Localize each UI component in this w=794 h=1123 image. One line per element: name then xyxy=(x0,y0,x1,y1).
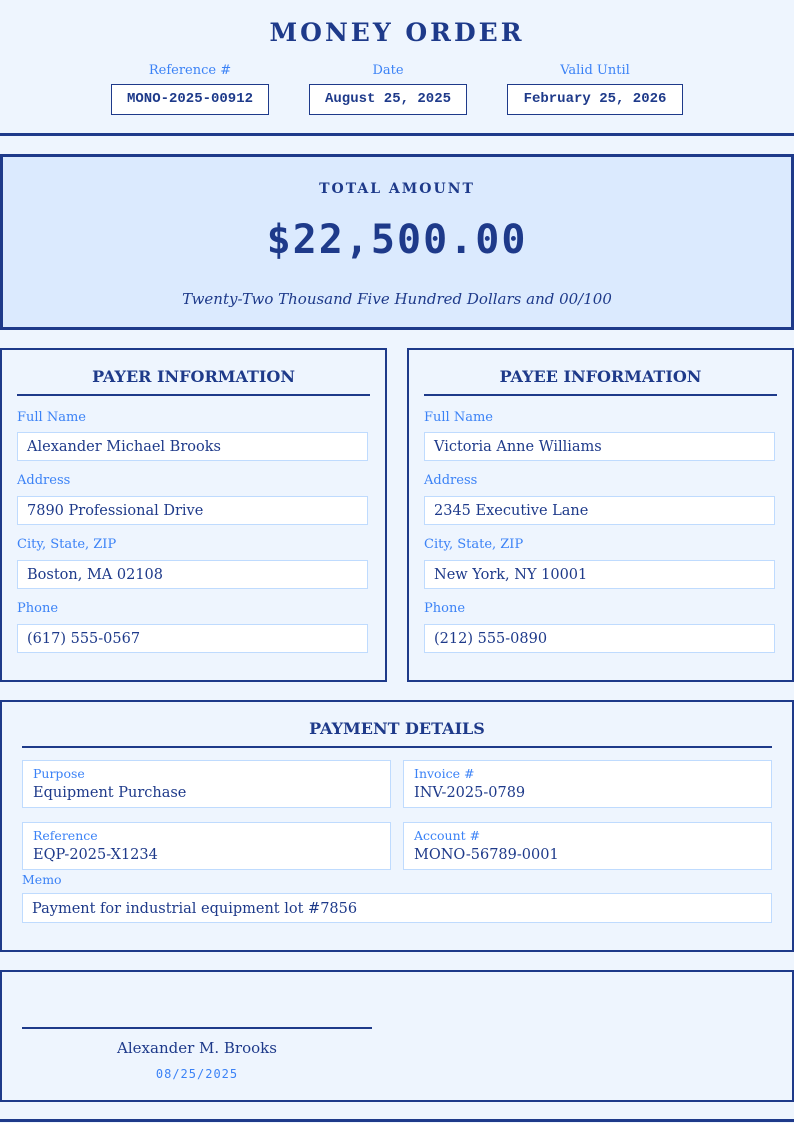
reference-detail-value: EQP-2025-X1234 xyxy=(33,847,158,863)
payee-city-field[interactable]: New York, NY 10001 xyxy=(424,560,775,589)
payer-city-label: City, State, ZIP xyxy=(17,537,117,552)
payer-full-name-field[interactable]: Alexander Michael Brooks xyxy=(17,432,368,461)
payment-details-title: PAYMENT DETAILS xyxy=(22,719,772,748)
signature-date: 08/25/2025 xyxy=(155,1067,239,1081)
total-amount-label: TOTAL AMOUNT xyxy=(319,181,475,197)
date-label: Date xyxy=(372,63,404,78)
payer-title: PAYER INFORMATION xyxy=(17,367,370,396)
payee-city-label: City, State, ZIP xyxy=(424,537,524,552)
bottom-divider xyxy=(0,1119,794,1122)
purpose-value: Equipment Purchase xyxy=(33,785,187,801)
invoice-label: Invoice # xyxy=(414,766,475,781)
date-field[interactable]: August 25, 2025 xyxy=(309,84,467,115)
signature-section xyxy=(0,970,794,1102)
payee-panel xyxy=(407,348,794,682)
payer-phone-field[interactable]: (617) 555-0567 xyxy=(17,624,368,653)
signature-line xyxy=(22,1027,372,1029)
payee-phone-field[interactable]: (212) 555-0890 xyxy=(424,624,775,653)
account-field[interactable] xyxy=(403,822,772,870)
purpose-field[interactable] xyxy=(22,760,391,808)
reference-detail-field[interactable] xyxy=(22,822,391,870)
payer-address-field[interactable]: 7890 Professional Drive xyxy=(17,496,368,525)
payee-address-label: Address xyxy=(424,473,478,488)
account-value: MONO-56789-0001 xyxy=(414,847,559,863)
payer-full-name-label: Full Name xyxy=(17,410,86,425)
reference-label: Reference # xyxy=(148,63,232,78)
valid-until-field[interactable]: February 25, 2026 xyxy=(507,84,683,115)
invoice-value: INV-2025-0789 xyxy=(414,785,526,801)
page-title: MONEY ORDER xyxy=(269,18,525,47)
total-amount-value: $22,500.00 xyxy=(266,217,528,263)
payer-address-label: Address xyxy=(17,473,71,488)
payee-full-name-field[interactable]: Victoria Anne Williams xyxy=(424,432,775,461)
header xyxy=(0,0,794,136)
memo-label: Memo xyxy=(22,872,62,887)
signature-name: Alexander M. Brooks xyxy=(117,1039,277,1057)
memo-field[interactable]: Payment for industrial equipment lot #7856 xyxy=(22,893,772,923)
payee-full-name-label: Full Name xyxy=(424,410,493,425)
purpose-label: Purpose xyxy=(33,766,85,781)
reference-field[interactable]: MONO-2025-00912 xyxy=(111,84,269,115)
payer-city-field[interactable]: Boston, MA 02108 xyxy=(17,560,368,589)
payee-title: PAYEE INFORMATION xyxy=(424,367,777,396)
payee-phone-label: Phone xyxy=(424,601,466,616)
valid-until-label: Valid Until xyxy=(560,63,630,78)
payment-details-section xyxy=(0,700,794,952)
account-label: Account # xyxy=(414,828,481,843)
total-amount-section xyxy=(0,154,794,330)
payer-panel xyxy=(0,348,387,682)
reference-detail-label: Reference xyxy=(33,828,98,843)
total-amount-words: Twenty-Two Thousand Five Hundred Dollars and 00/100 xyxy=(182,290,612,308)
payee-address-field[interactable]: 2345 Executive Lane xyxy=(424,496,775,525)
invoice-field[interactable] xyxy=(403,760,772,808)
payer-phone-label: Phone xyxy=(17,601,59,616)
